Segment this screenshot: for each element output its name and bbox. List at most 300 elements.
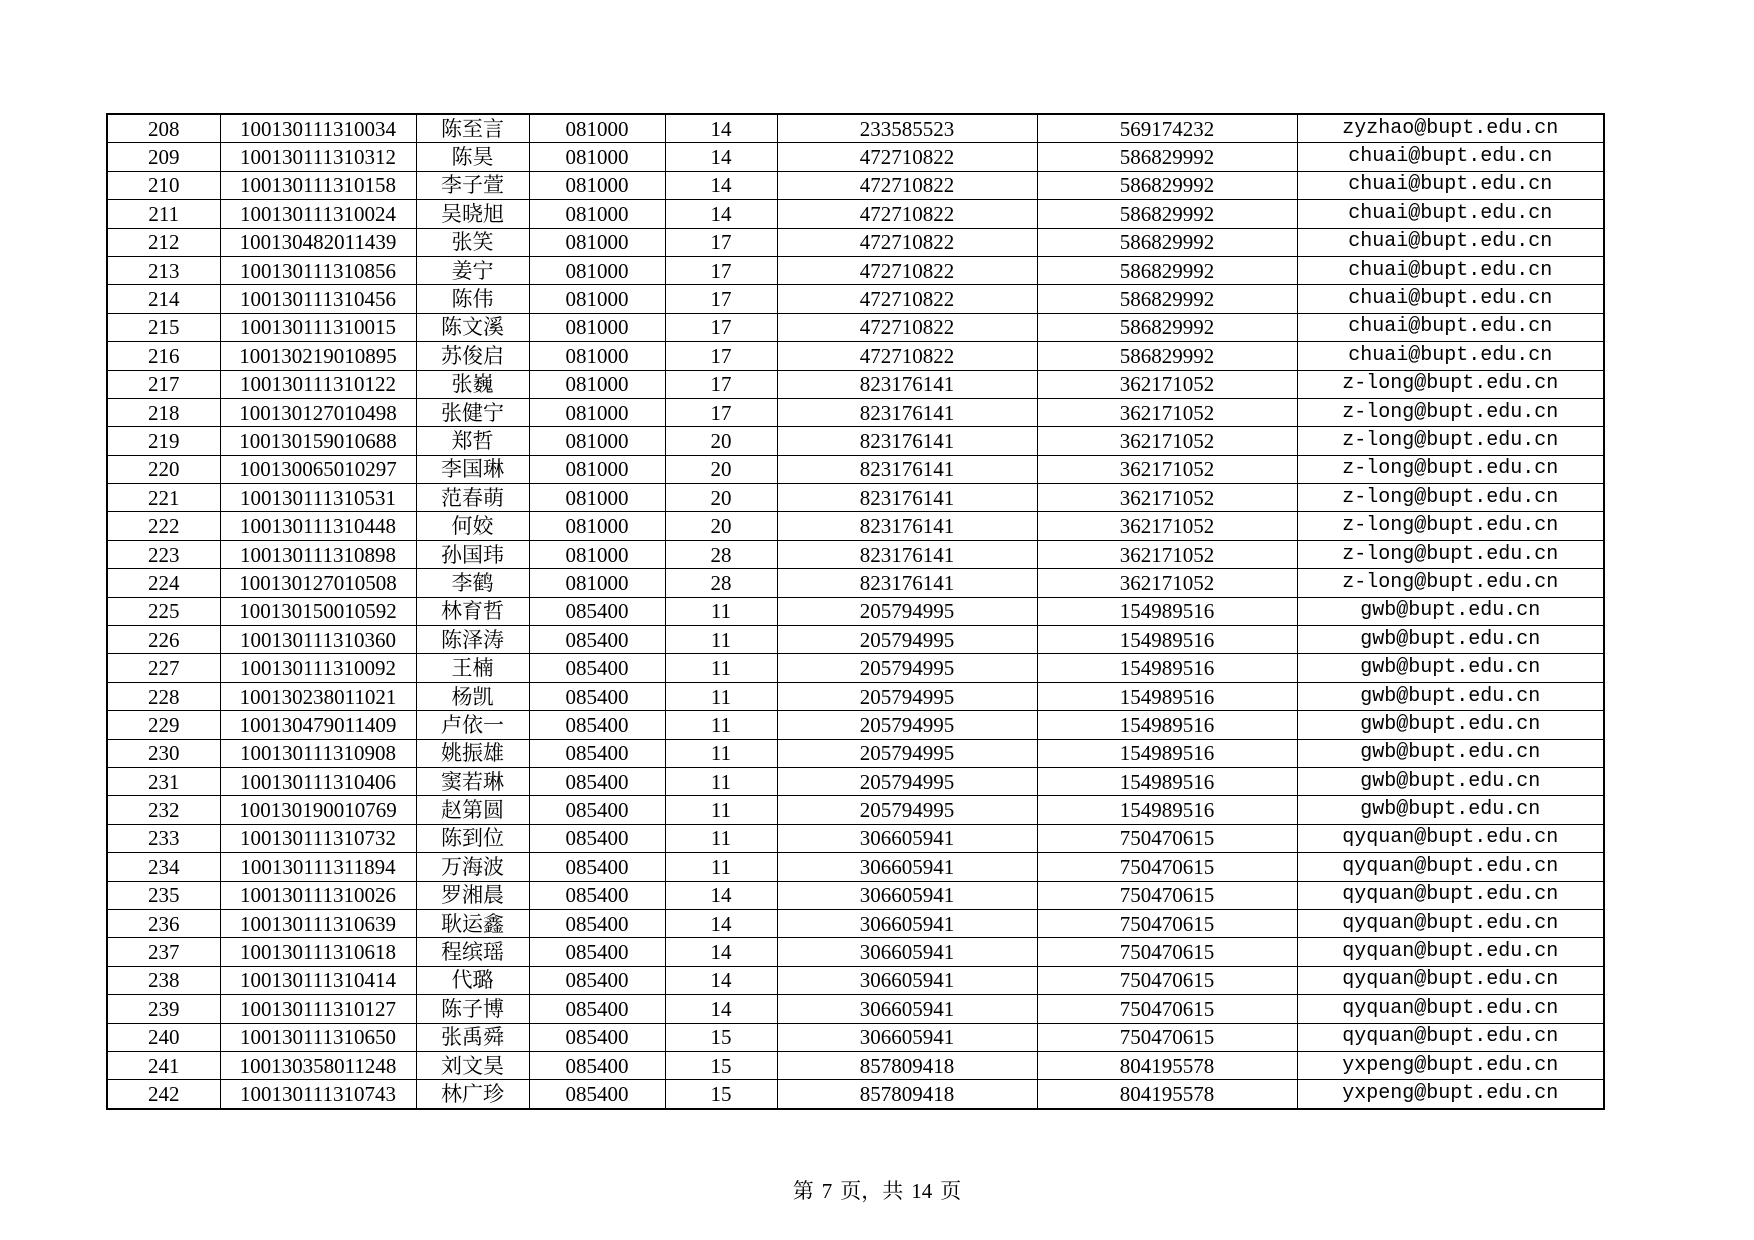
name-cell: 张巍 xyxy=(416,370,529,398)
name-cell: 姚振雄 xyxy=(416,739,529,767)
major-code-cell: 081000 xyxy=(529,285,665,313)
group-cell: 11 xyxy=(665,739,777,767)
row-index-cell: 221 xyxy=(107,484,220,512)
qq-group-1-cell: 205794995 xyxy=(777,626,1037,654)
qq-group-2-cell: 362171052 xyxy=(1037,540,1297,568)
group-cell: 15 xyxy=(665,1080,777,1109)
email-cell: gwb@bupt.edu.cn xyxy=(1297,597,1604,625)
table-row xyxy=(107,682,1604,710)
table-row xyxy=(107,427,1604,455)
page-suffix: 页 xyxy=(940,1179,962,1203)
qq-group-2-cell: 586829992 xyxy=(1037,171,1297,199)
table-row xyxy=(107,597,1604,625)
exam-id-cell: 100130479011409 xyxy=(220,711,416,739)
table-row xyxy=(107,256,1604,284)
row-index-cell: 230 xyxy=(107,739,220,767)
group-cell: 15 xyxy=(665,1023,777,1051)
table-row xyxy=(107,654,1604,682)
name-cell: 罗湘晨 xyxy=(416,881,529,909)
row-index-cell: 242 xyxy=(107,1080,220,1109)
table-row xyxy=(107,484,1604,512)
group-cell: 14 xyxy=(665,995,777,1023)
row-index-cell: 229 xyxy=(107,711,220,739)
major-code-cell: 085400 xyxy=(529,1051,665,1079)
row-index-cell: 223 xyxy=(107,540,220,568)
qq-group-2-cell: 586829992 xyxy=(1037,342,1297,370)
email-cell: qyquan@bupt.edu.cn xyxy=(1297,995,1604,1023)
qq-group-2-cell: 750470615 xyxy=(1037,909,1297,937)
email-cell: chuai@bupt.edu.cn xyxy=(1297,200,1604,228)
email-cell: z-long@bupt.edu.cn xyxy=(1297,398,1604,426)
email-cell: yxpeng@bupt.edu.cn xyxy=(1297,1080,1604,1109)
group-cell: 14 xyxy=(665,114,777,143)
page-current: 7 xyxy=(821,1179,833,1203)
name-cell: 刘文昊 xyxy=(416,1051,529,1079)
major-code-cell: 081000 xyxy=(529,200,665,228)
name-cell: 李子萱 xyxy=(416,171,529,199)
qq-group-1-cell: 472710822 xyxy=(777,342,1037,370)
table-row xyxy=(107,455,1604,483)
major-code-cell: 081000 xyxy=(529,484,665,512)
qq-group-2-cell: 154989516 xyxy=(1037,654,1297,682)
name-cell: 李鹤 xyxy=(416,569,529,597)
email-cell: qyquan@bupt.edu.cn xyxy=(1297,1023,1604,1051)
email-cell: gwb@bupt.edu.cn xyxy=(1297,654,1604,682)
exam-id-cell: 100130111310448 xyxy=(220,512,416,540)
student-table xyxy=(106,113,1605,1110)
row-index-cell: 217 xyxy=(107,370,220,398)
group-cell: 11 xyxy=(665,626,777,654)
group-cell: 17 xyxy=(665,228,777,256)
exam-id-cell: 100130150010592 xyxy=(220,597,416,625)
group-cell: 15 xyxy=(665,1051,777,1079)
email-cell: gwb@bupt.edu.cn xyxy=(1297,626,1604,654)
exam-id-cell: 100130238011021 xyxy=(220,682,416,710)
qq-group-1-cell: 233585523 xyxy=(777,114,1037,143)
major-code-cell: 081000 xyxy=(529,569,665,597)
email-cell: z-long@bupt.edu.cn xyxy=(1297,370,1604,398)
major-code-cell: 085400 xyxy=(529,682,665,710)
exam-id-cell: 100130190010769 xyxy=(220,796,416,824)
table-row xyxy=(107,767,1604,795)
qq-group-1-cell: 823176141 xyxy=(777,484,1037,512)
row-index-cell: 227 xyxy=(107,654,220,682)
group-cell: 11 xyxy=(665,597,777,625)
group-cell: 14 xyxy=(665,200,777,228)
row-index-cell: 213 xyxy=(107,256,220,284)
group-cell: 11 xyxy=(665,711,777,739)
exam-id-cell: 100130111310650 xyxy=(220,1023,416,1051)
qq-group-2-cell: 362171052 xyxy=(1037,455,1297,483)
row-index-cell: 224 xyxy=(107,569,220,597)
row-index-cell: 218 xyxy=(107,398,220,426)
exam-id-cell: 100130111310908 xyxy=(220,739,416,767)
row-index-cell: 212 xyxy=(107,228,220,256)
table-row xyxy=(107,285,1604,313)
exam-id-cell: 100130111311894 xyxy=(220,853,416,881)
group-cell: 28 xyxy=(665,569,777,597)
exam-id-cell: 100130111310122 xyxy=(220,370,416,398)
qq-group-1-cell: 823176141 xyxy=(777,455,1037,483)
table-row xyxy=(107,569,1604,597)
major-code-cell: 081000 xyxy=(529,114,665,143)
row-index-cell: 216 xyxy=(107,342,220,370)
row-index-cell: 211 xyxy=(107,200,220,228)
page-footer xyxy=(0,1175,1754,1205)
exam-id-cell: 100130111310015 xyxy=(220,313,416,341)
name-cell: 陈泽涛 xyxy=(416,626,529,654)
qq-group-1-cell: 306605941 xyxy=(777,824,1037,852)
exam-id-cell: 100130111310092 xyxy=(220,654,416,682)
email-cell: chuai@bupt.edu.cn xyxy=(1297,285,1604,313)
exam-id-cell: 100130358011248 xyxy=(220,1051,416,1079)
exam-id-cell: 100130111310127 xyxy=(220,995,416,1023)
major-code-cell: 081000 xyxy=(529,455,665,483)
email-cell: chuai@bupt.edu.cn xyxy=(1297,313,1604,341)
exam-id-cell: 100130111310406 xyxy=(220,767,416,795)
row-index-cell: 235 xyxy=(107,881,220,909)
qq-group-2-cell: 362171052 xyxy=(1037,569,1297,597)
qq-group-1-cell: 472710822 xyxy=(777,228,1037,256)
major-code-cell: 081000 xyxy=(529,370,665,398)
exam-id-cell: 100130111310312 xyxy=(220,143,416,171)
qq-group-2-cell: 586829992 xyxy=(1037,228,1297,256)
group-cell: 17 xyxy=(665,313,777,341)
major-code-cell: 085400 xyxy=(529,995,665,1023)
group-cell: 14 xyxy=(665,881,777,909)
name-cell: 林育哲 xyxy=(416,597,529,625)
email-cell: gwb@bupt.edu.cn xyxy=(1297,711,1604,739)
qq-group-1-cell: 306605941 xyxy=(777,1023,1037,1051)
exam-id-cell: 100130065010297 xyxy=(220,455,416,483)
major-code-cell: 085400 xyxy=(529,597,665,625)
qq-group-2-cell: 154989516 xyxy=(1037,796,1297,824)
group-cell: 17 xyxy=(665,285,777,313)
qq-group-1-cell: 306605941 xyxy=(777,995,1037,1023)
qq-group-1-cell: 823176141 xyxy=(777,540,1037,568)
group-cell: 14 xyxy=(665,938,777,966)
row-index-cell: 214 xyxy=(107,285,220,313)
table-row xyxy=(107,114,1604,143)
table-row xyxy=(107,995,1604,1023)
table-row xyxy=(107,370,1604,398)
name-cell: 陈伟 xyxy=(416,285,529,313)
row-index-cell: 234 xyxy=(107,853,220,881)
email-cell: qyquan@bupt.edu.cn xyxy=(1297,938,1604,966)
table-row xyxy=(107,143,1604,171)
qq-group-2-cell: 154989516 xyxy=(1037,767,1297,795)
qq-group-1-cell: 205794995 xyxy=(777,739,1037,767)
name-cell: 耿运鑫 xyxy=(416,909,529,937)
exam-id-cell: 100130111310732 xyxy=(220,824,416,852)
exam-id-cell: 100130111310639 xyxy=(220,909,416,937)
exam-id-cell: 100130111310360 xyxy=(220,626,416,654)
email-cell: qyquan@bupt.edu.cn xyxy=(1297,824,1604,852)
name-cell: 窦若琳 xyxy=(416,767,529,795)
group-cell: 11 xyxy=(665,654,777,682)
qq-group-1-cell: 472710822 xyxy=(777,256,1037,284)
qq-group-2-cell: 750470615 xyxy=(1037,995,1297,1023)
group-cell: 11 xyxy=(665,796,777,824)
qq-group-2-cell: 362171052 xyxy=(1037,370,1297,398)
major-code-cell: 085400 xyxy=(529,654,665,682)
name-cell: 陈至言 xyxy=(416,114,529,143)
row-index-cell: 222 xyxy=(107,512,220,540)
qq-group-2-cell: 586829992 xyxy=(1037,200,1297,228)
name-cell: 姜宁 xyxy=(416,256,529,284)
email-cell: gwb@bupt.edu.cn xyxy=(1297,767,1604,795)
row-index-cell: 240 xyxy=(107,1023,220,1051)
row-index-cell: 232 xyxy=(107,796,220,824)
exam-id-cell: 100130111310158 xyxy=(220,171,416,199)
table-row xyxy=(107,1051,1604,1079)
table-row xyxy=(107,881,1604,909)
exam-id-cell: 100130219010895 xyxy=(220,342,416,370)
table-row xyxy=(107,909,1604,937)
name-cell: 代璐 xyxy=(416,966,529,994)
email-cell: zyzhao@bupt.edu.cn xyxy=(1297,114,1604,143)
table-row xyxy=(107,1023,1604,1051)
page-total: 14 xyxy=(911,1179,933,1203)
name-cell: 王楠 xyxy=(416,654,529,682)
email-cell: gwb@bupt.edu.cn xyxy=(1297,739,1604,767)
major-code-cell: 085400 xyxy=(529,824,665,852)
table-row xyxy=(107,540,1604,568)
table-row xyxy=(107,1080,1604,1109)
table-body xyxy=(107,114,1604,1109)
major-code-cell: 085400 xyxy=(529,796,665,824)
row-index-cell: 238 xyxy=(107,966,220,994)
major-code-cell: 085400 xyxy=(529,966,665,994)
name-cell: 郑哲 xyxy=(416,427,529,455)
name-cell: 林广珍 xyxy=(416,1080,529,1109)
name-cell: 陈子博 xyxy=(416,995,529,1023)
row-index-cell: 226 xyxy=(107,626,220,654)
table-row xyxy=(107,966,1604,994)
table-row xyxy=(107,938,1604,966)
exam-id-cell: 100130482011439 xyxy=(220,228,416,256)
qq-group-2-cell: 154989516 xyxy=(1037,739,1297,767)
group-cell: 14 xyxy=(665,909,777,937)
exam-id-cell: 100130111310898 xyxy=(220,540,416,568)
group-cell: 14 xyxy=(665,143,777,171)
exam-id-cell: 100130111310034 xyxy=(220,114,416,143)
qq-group-2-cell: 586829992 xyxy=(1037,313,1297,341)
exam-id-cell: 100130127010508 xyxy=(220,569,416,597)
name-cell: 何姣 xyxy=(416,512,529,540)
qq-group-1-cell: 857809418 xyxy=(777,1051,1037,1079)
qq-group-2-cell: 750470615 xyxy=(1037,938,1297,966)
major-code-cell: 081000 xyxy=(529,143,665,171)
email-cell: z-long@bupt.edu.cn xyxy=(1297,484,1604,512)
email-cell: chuai@bupt.edu.cn xyxy=(1297,256,1604,284)
qq-group-2-cell: 750470615 xyxy=(1037,881,1297,909)
qq-group-1-cell: 306605941 xyxy=(777,881,1037,909)
qq-group-2-cell: 154989516 xyxy=(1037,711,1297,739)
exam-id-cell: 100130111310618 xyxy=(220,938,416,966)
qq-group-2-cell: 362171052 xyxy=(1037,512,1297,540)
qq-group-2-cell: 750470615 xyxy=(1037,853,1297,881)
qq-group-1-cell: 205794995 xyxy=(777,597,1037,625)
qq-group-1-cell: 205794995 xyxy=(777,654,1037,682)
name-cell: 张健宁 xyxy=(416,398,529,426)
email-cell: qyquan@bupt.edu.cn xyxy=(1297,881,1604,909)
qq-group-2-cell: 362171052 xyxy=(1037,484,1297,512)
name-cell: 张笑 xyxy=(416,228,529,256)
table-row xyxy=(107,313,1604,341)
qq-group-2-cell: 586829992 xyxy=(1037,285,1297,313)
page-mid: 页，共 xyxy=(840,1179,904,1203)
exam-id-cell: 100130111310531 xyxy=(220,484,416,512)
group-cell: 17 xyxy=(665,398,777,426)
page-prefix: 第 xyxy=(792,1179,814,1203)
row-index-cell: 236 xyxy=(107,909,220,937)
row-index-cell: 233 xyxy=(107,824,220,852)
table-row xyxy=(107,398,1604,426)
group-cell: 17 xyxy=(665,256,777,284)
table-row xyxy=(107,342,1604,370)
email-cell: chuai@bupt.edu.cn xyxy=(1297,342,1604,370)
table-row xyxy=(107,171,1604,199)
email-cell: qyquan@bupt.edu.cn xyxy=(1297,909,1604,937)
qq-group-1-cell: 306605941 xyxy=(777,853,1037,881)
email-cell: chuai@bupt.edu.cn xyxy=(1297,143,1604,171)
group-cell: 11 xyxy=(665,767,777,795)
exam-id-cell: 100130159010688 xyxy=(220,427,416,455)
email-cell: z-long@bupt.edu.cn xyxy=(1297,427,1604,455)
email-cell: z-long@bupt.edu.cn xyxy=(1297,569,1604,597)
major-code-cell: 085400 xyxy=(529,739,665,767)
qq-group-1-cell: 823176141 xyxy=(777,427,1037,455)
qq-group-2-cell: 750470615 xyxy=(1037,1023,1297,1051)
major-code-cell: 081000 xyxy=(529,427,665,455)
qq-group-2-cell: 154989516 xyxy=(1037,626,1297,654)
qq-group-1-cell: 306605941 xyxy=(777,966,1037,994)
name-cell: 万海波 xyxy=(416,853,529,881)
qq-group-2-cell: 154989516 xyxy=(1037,682,1297,710)
email-cell: chuai@bupt.edu.cn xyxy=(1297,171,1604,199)
row-index-cell: 241 xyxy=(107,1051,220,1079)
qq-group-2-cell: 569174232 xyxy=(1037,114,1297,143)
qq-group-1-cell: 823176141 xyxy=(777,512,1037,540)
exam-id-cell: 100130111310414 xyxy=(220,966,416,994)
major-code-cell: 085400 xyxy=(529,767,665,795)
name-cell: 卢依一 xyxy=(416,711,529,739)
group-cell: 11 xyxy=(665,853,777,881)
major-code-cell: 085400 xyxy=(529,853,665,881)
qq-group-2-cell: 154989516 xyxy=(1037,597,1297,625)
major-code-cell: 085400 xyxy=(529,711,665,739)
qq-group-1-cell: 823176141 xyxy=(777,398,1037,426)
row-index-cell: 210 xyxy=(107,171,220,199)
table-row xyxy=(107,711,1604,739)
email-cell: z-long@bupt.edu.cn xyxy=(1297,540,1604,568)
exam-id-cell: 100130127010498 xyxy=(220,398,416,426)
name-cell: 范春萌 xyxy=(416,484,529,512)
group-cell: 20 xyxy=(665,512,777,540)
group-cell: 11 xyxy=(665,682,777,710)
major-code-cell: 081000 xyxy=(529,313,665,341)
name-cell: 苏俊启 xyxy=(416,342,529,370)
table-row xyxy=(107,824,1604,852)
email-cell: gwb@bupt.edu.cn xyxy=(1297,796,1604,824)
email-cell: yxpeng@bupt.edu.cn xyxy=(1297,1051,1604,1079)
major-code-cell: 081000 xyxy=(529,398,665,426)
qq-group-1-cell: 205794995 xyxy=(777,682,1037,710)
qq-group-1-cell: 472710822 xyxy=(777,313,1037,341)
qq-group-2-cell: 362171052 xyxy=(1037,427,1297,455)
group-cell: 11 xyxy=(665,824,777,852)
qq-group-1-cell: 306605941 xyxy=(777,938,1037,966)
row-index-cell: 225 xyxy=(107,597,220,625)
table-row xyxy=(107,739,1604,767)
major-code-cell: 081000 xyxy=(529,256,665,284)
qq-group-2-cell: 362171052 xyxy=(1037,398,1297,426)
group-cell: 17 xyxy=(665,370,777,398)
row-index-cell: 237 xyxy=(107,938,220,966)
qq-group-1-cell: 857809418 xyxy=(777,1080,1037,1109)
qq-group-1-cell: 205794995 xyxy=(777,767,1037,795)
exam-id-cell: 100130111310856 xyxy=(220,256,416,284)
table-row xyxy=(107,200,1604,228)
major-code-cell: 085400 xyxy=(529,938,665,966)
qq-group-1-cell: 205794995 xyxy=(777,711,1037,739)
table-row xyxy=(107,512,1604,540)
name-cell: 陈到位 xyxy=(416,824,529,852)
email-cell: qyquan@bupt.edu.cn xyxy=(1297,966,1604,994)
qq-group-1-cell: 472710822 xyxy=(777,143,1037,171)
qq-group-2-cell: 804195578 xyxy=(1037,1051,1297,1079)
qq-group-1-cell: 472710822 xyxy=(777,171,1037,199)
row-index-cell: 215 xyxy=(107,313,220,341)
qq-group-1-cell: 472710822 xyxy=(777,285,1037,313)
major-code-cell: 081000 xyxy=(529,512,665,540)
table-row xyxy=(107,796,1604,824)
name-cell: 程缤瑶 xyxy=(416,938,529,966)
exam-id-cell: 100130111310026 xyxy=(220,881,416,909)
major-code-cell: 085400 xyxy=(529,881,665,909)
name-cell: 陈文溪 xyxy=(416,313,529,341)
qq-group-2-cell: 586829992 xyxy=(1037,256,1297,284)
row-index-cell: 219 xyxy=(107,427,220,455)
name-cell: 李国琳 xyxy=(416,455,529,483)
major-code-cell: 081000 xyxy=(529,342,665,370)
qq-group-2-cell: 750470615 xyxy=(1037,824,1297,852)
exam-id-cell: 100130111310743 xyxy=(220,1080,416,1109)
major-code-cell: 085400 xyxy=(529,1080,665,1109)
name-cell: 孙国玮 xyxy=(416,540,529,568)
row-index-cell: 239 xyxy=(107,995,220,1023)
table-row xyxy=(107,853,1604,881)
group-cell: 14 xyxy=(665,171,777,199)
row-index-cell: 208 xyxy=(107,114,220,143)
group-cell: 20 xyxy=(665,427,777,455)
table-row xyxy=(107,228,1604,256)
major-code-cell: 085400 xyxy=(529,626,665,654)
major-code-cell: 085400 xyxy=(529,909,665,937)
qq-group-2-cell: 750470615 xyxy=(1037,966,1297,994)
email-cell: gwb@bupt.edu.cn xyxy=(1297,682,1604,710)
row-index-cell: 228 xyxy=(107,682,220,710)
row-index-cell: 209 xyxy=(107,143,220,171)
name-cell: 吴晓旭 xyxy=(416,200,529,228)
name-cell: 杨凯 xyxy=(416,682,529,710)
qq-group-2-cell: 804195578 xyxy=(1037,1080,1297,1109)
email-cell: z-long@bupt.edu.cn xyxy=(1297,512,1604,540)
major-code-cell: 081000 xyxy=(529,228,665,256)
email-cell: chuai@bupt.edu.cn xyxy=(1297,228,1604,256)
name-cell: 陈昊 xyxy=(416,143,529,171)
